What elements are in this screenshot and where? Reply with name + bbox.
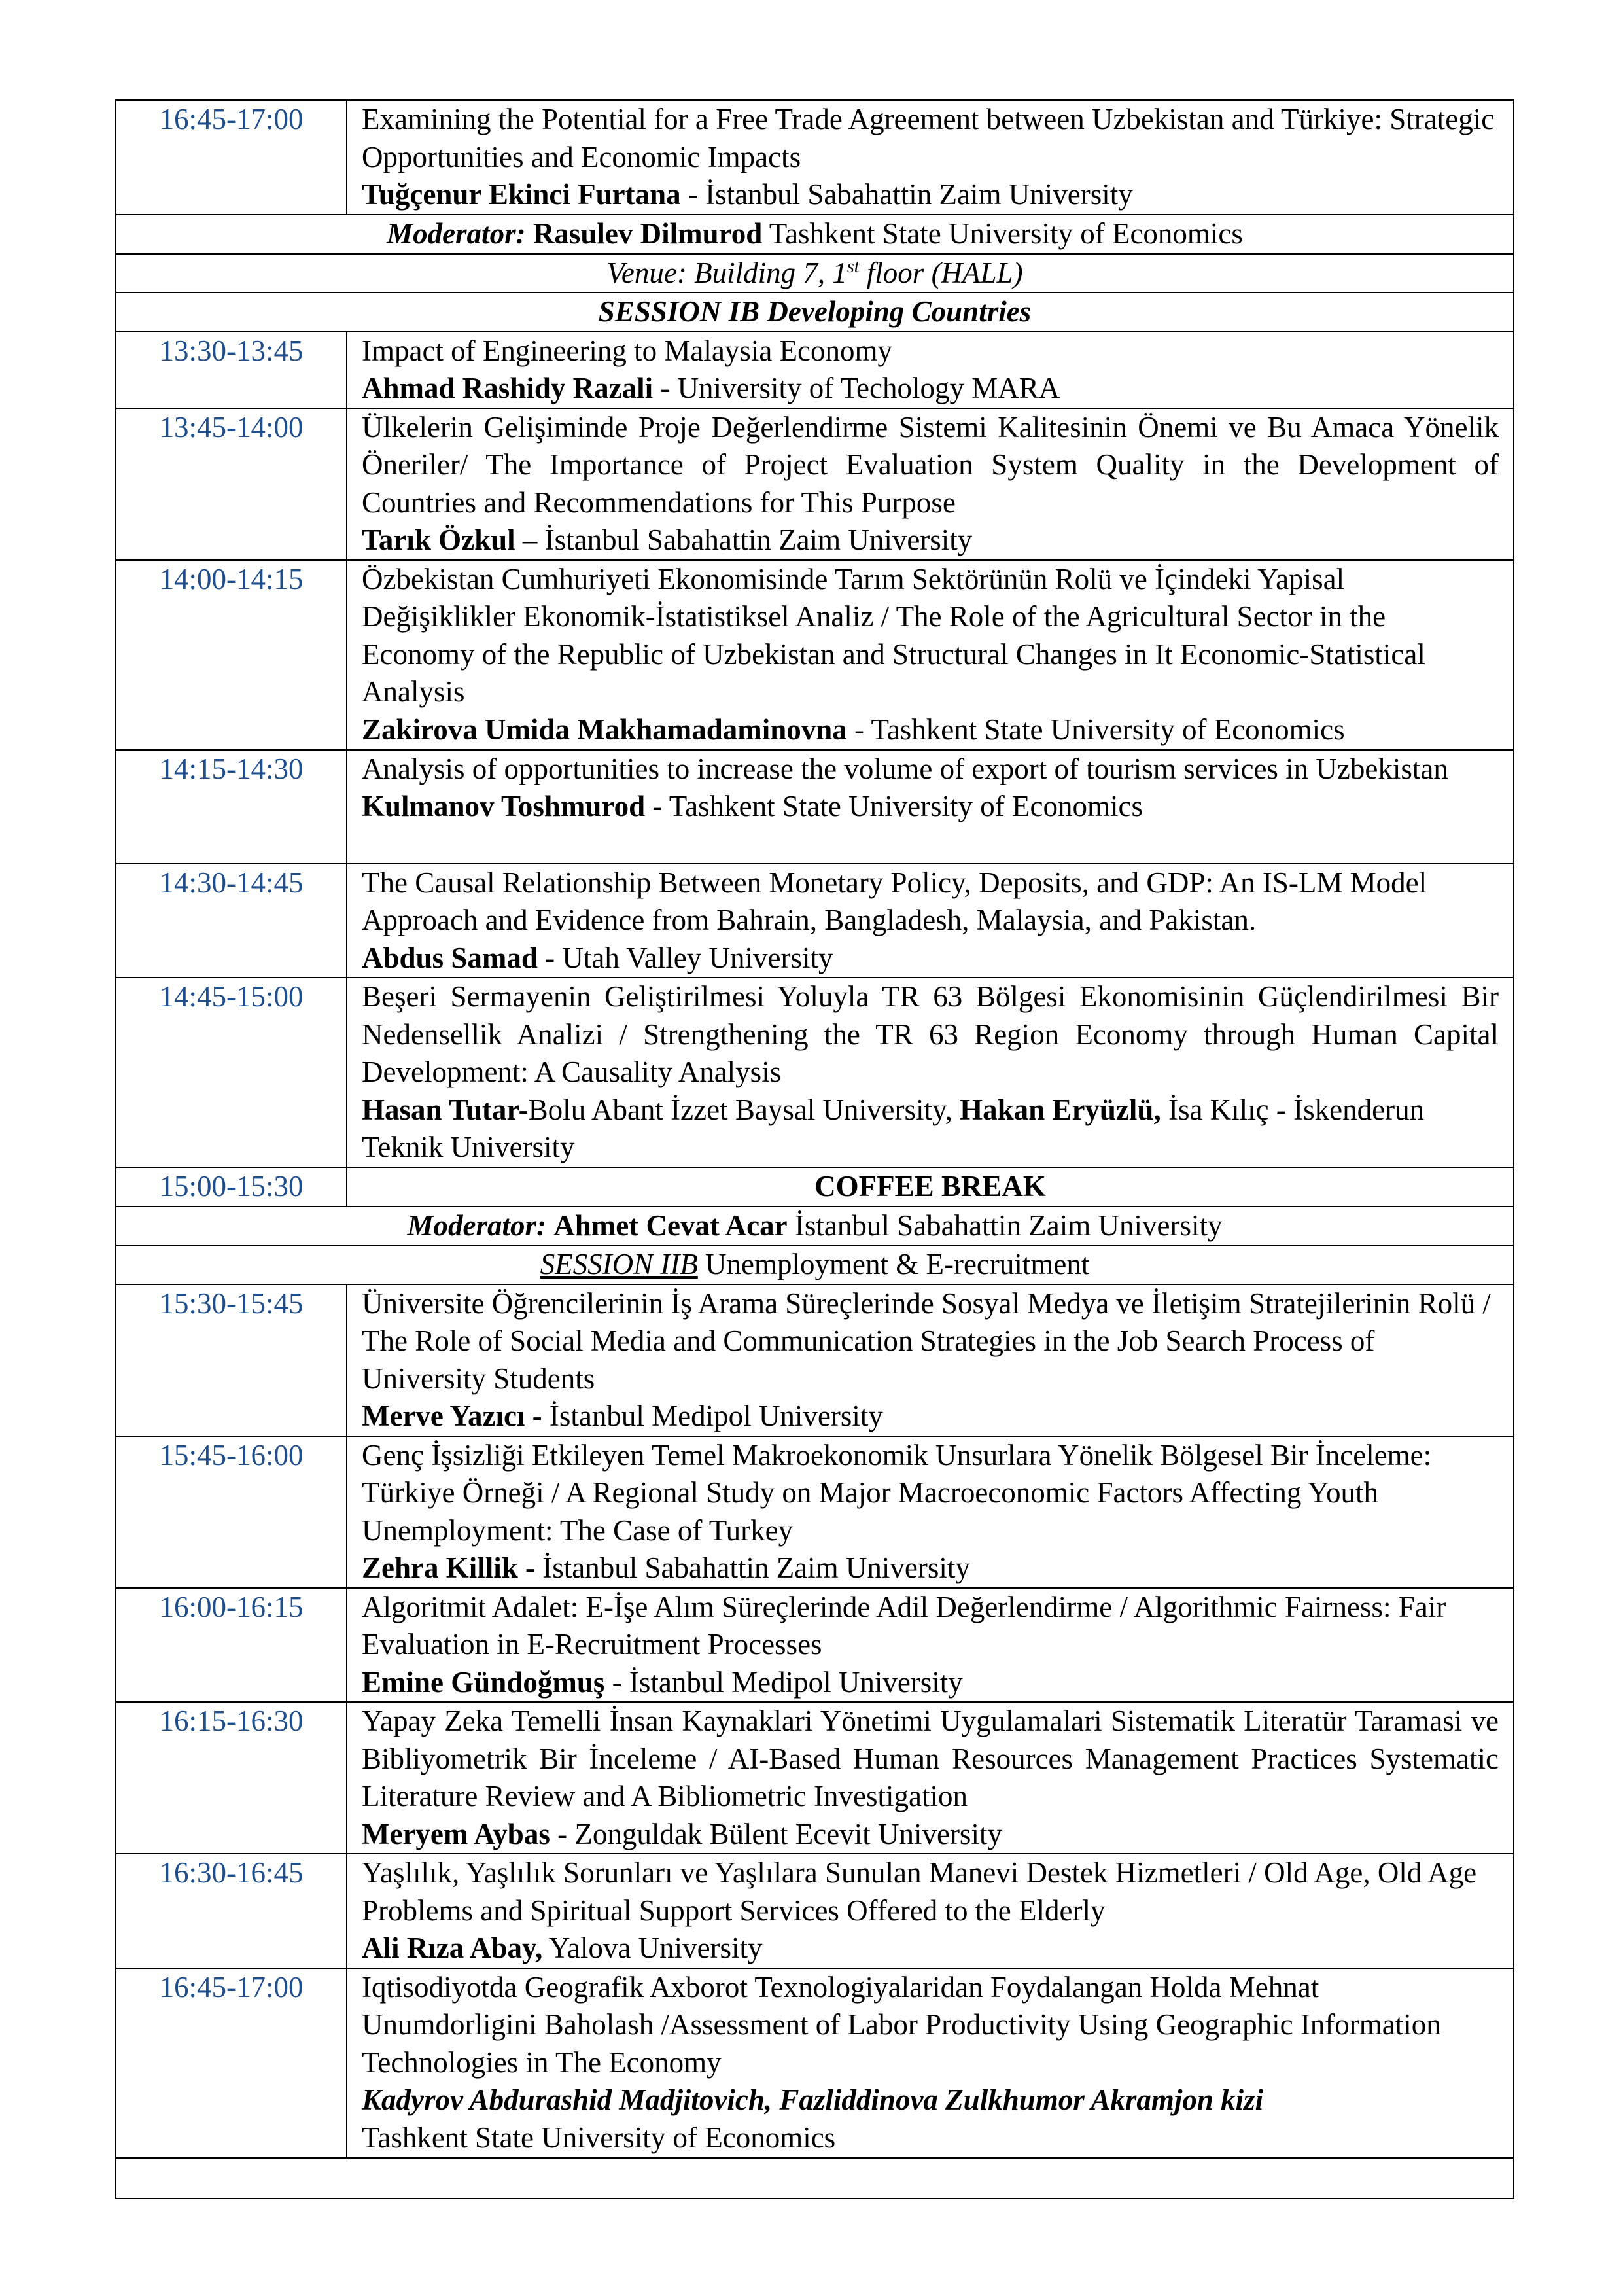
session-row bbox=[116, 292, 1514, 332]
presentation-title: Genç İşsizliği Etkileyen Temel Makroekonomik Unsurlara Yönelik Bölgesel Bir İnceleme: Türkiye Örneği / A Regional Study on Major Macroeconomic Factors Affecting Youth Unemployment: The Case of Turkey bbox=[362, 1438, 1432, 1547]
presenter-name: Zakirova Umida Makhamadaminovna bbox=[362, 713, 847, 746]
presentation-title: Impact of Engineering to Malaysia Economy bbox=[362, 334, 893, 367]
table-row bbox=[116, 1702, 1514, 1854]
time-slot: 16:00-16:15 bbox=[116, 1588, 347, 1703]
presenter-affiliation: İstanbul Medipol University bbox=[542, 1400, 883, 1432]
venue-sup: st bbox=[846, 256, 860, 277]
empty-cell bbox=[116, 2158, 1514, 2199]
table-row bbox=[116, 100, 1514, 215]
time-slot: 15:00-15:30 bbox=[116, 1167, 347, 1207]
table-row bbox=[116, 750, 1514, 864]
venue-cell bbox=[116, 254, 1514, 293]
coffee-break-cell bbox=[347, 1167, 1514, 1207]
presenter-name: Abdus Samad bbox=[362, 941, 538, 974]
coffee-break-row bbox=[116, 1167, 1514, 1207]
table-row bbox=[116, 332, 1514, 408]
presenter-name: Meryem Aybas bbox=[362, 1817, 550, 1850]
presenter-name: Emine Gündoğmuş bbox=[362, 1665, 605, 1699]
session-subtitle: Unemployment & E-recruitment bbox=[697, 1248, 1090, 1280]
presentation-title: Ülkelerin Gelişiminde Proje Değerlendirme Sistemi Kalitesinin Önemi ve Bu Amaca Yönelik Öneriler/ The Importance of Project Evaluation System Quality in the Development of Countries and Recommendations for This Purpose bbox=[362, 410, 1499, 519]
presenter-name: Merve Yazıcı - bbox=[362, 1400, 542, 1432]
time-slot: 13:30-13:45 bbox=[116, 332, 347, 408]
table-row bbox=[116, 560, 1514, 750]
table-row bbox=[116, 408, 1514, 560]
presenter-name: Kulmanov Toshmurod bbox=[362, 790, 646, 822]
moderator-name: Ahmet Cevat Acar bbox=[553, 1209, 788, 1242]
time-slot: 16:45-17:00 bbox=[116, 1968, 347, 2158]
presentation-title: Iqtisodiyotda Geografik Axborot Texnologiyalaridan Foydalangan Holda Mehnat Unumdorligini Baholash /Assessment of Labor Productivity Using Geographic Information Technologies in The Economy bbox=[362, 1970, 1441, 2079]
presentation-cell bbox=[347, 1854, 1514, 1968]
moderator-name: Rasulev Dilmurod bbox=[532, 217, 763, 250]
presenter-name: Kadyrov Abdurashid Madjitovich, Fazliddinova Zulkhumor Akramjon kizi bbox=[362, 2083, 1264, 2116]
time-slot: 16:45-17:00 bbox=[116, 100, 347, 215]
presentation-cell bbox=[347, 1968, 1514, 2158]
session-row bbox=[116, 1245, 1514, 1284]
presentation-title: Yaşlılık, Yaşlılık Sorunları ve Yaşlılara Sunulan Manevi Destek Hizmetleri / Old Age, Old Age Problems and Spiritual Support Services Offered to the Elderly bbox=[362, 1856, 1477, 1927]
presenter-affiliation: - Tashkent State University of Economics bbox=[846, 713, 1345, 746]
time-slot: 15:30-15:45 bbox=[116, 1284, 347, 1436]
time-slot: 14:45-15:00 bbox=[116, 978, 347, 1167]
coffee-break-label: COFFEE BREAK bbox=[814, 1170, 1046, 1203]
presenter-affiliation: İsa Kılıç - İskenderun Teknik University bbox=[362, 1093, 1425, 1163]
moderator-row bbox=[116, 215, 1514, 254]
venue-text: Venue: Building 7, 1 bbox=[606, 256, 847, 289]
presentation-title: Examining the Potential for a Free Trade Agreement between Uzbekistan and Türkiye: Strategic Opportunities and Economic Impacts bbox=[362, 103, 1495, 173]
session-cell bbox=[116, 292, 1514, 332]
presentation-cell bbox=[347, 1284, 1514, 1436]
presentation-cell bbox=[347, 864, 1514, 978]
presentation-title: Analysis of opportunities to increase the volume of export of tourism services in Uzbekistan bbox=[362, 752, 1448, 785]
presentation-cell bbox=[347, 750, 1514, 864]
moderator-label: Moderator: bbox=[387, 217, 526, 250]
presenter-affiliation: - Utah Valley University bbox=[537, 941, 833, 974]
program-table bbox=[115, 99, 1514, 2199]
table-row bbox=[116, 1284, 1514, 1436]
presenter-affiliation: Tashkent State University of Economics bbox=[362, 2121, 836, 2154]
session-cell bbox=[116, 1245, 1514, 1284]
presentation-title: Beşeri Sermayenin Geliştirilmesi Yoluyla TR 63 Bölgesi Ekonomisinin Güçlendirilmesi Bir Nedensellik Analizi / Strengthening the TR 63 Region Economy through Human Capital Development: A Causality Analysis bbox=[362, 980, 1499, 1088]
moderator-label: Moderator: bbox=[407, 1209, 546, 1242]
presenter-name: Hasan Tutar- bbox=[362, 1093, 529, 1126]
presentation-cell bbox=[347, 1702, 1514, 1854]
time-slot: 13:45-14:00 bbox=[116, 408, 347, 560]
venue-text-rest: floor (HALL) bbox=[859, 256, 1023, 289]
moderator-cell bbox=[116, 1207, 1514, 1246]
presenter-affiliation: - İstanbul Medipol University bbox=[604, 1665, 963, 1699]
presenter-affiliation: İstanbul Sabahattin Zaim University bbox=[697, 178, 1133, 211]
time-slot: 14:00-14:15 bbox=[116, 560, 347, 750]
presenter-name: Tuğçenur Ekinci Furtana - bbox=[362, 178, 698, 211]
moderator-affiliation: İstanbul Sabahattin Zaim University bbox=[787, 1209, 1223, 1242]
presenter-affiliation: - Zonguldak Bülent Ecevit University bbox=[550, 1817, 1002, 1850]
time-slot: 14:30-14:45 bbox=[116, 864, 347, 978]
presentation-cell bbox=[347, 408, 1514, 560]
presenter-affiliation: İstanbul Sabahattin Zaim University bbox=[535, 1551, 970, 1584]
presentation-cell bbox=[347, 1588, 1514, 1703]
presenter-affiliation: - University of Techology MARA bbox=[653, 372, 1060, 404]
session-title: SESSION IB Developing Countries bbox=[598, 295, 1032, 328]
presentation-cell bbox=[347, 100, 1514, 215]
moderator-row bbox=[116, 1207, 1514, 1246]
moderator-cell bbox=[116, 215, 1514, 254]
session-title: SESSION IIB bbox=[540, 1248, 698, 1280]
table-row bbox=[116, 978, 1514, 1167]
empty-row bbox=[116, 2158, 1514, 2199]
presentation-title: Yapay Zeka Temelli İnsan Kaynaklari Yönetimi Uygulamalari Sistematik Literatür Taramasi ve Bibliyometrik Bir İnceleme / AI-Based Human Resources Management Practices Systematic Literature Review and A Bibliometric Investigation bbox=[362, 1704, 1499, 1812]
presenter-name: Hakan Eryüzlü, bbox=[960, 1093, 1161, 1126]
time-slot: 16:30-16:45 bbox=[116, 1854, 347, 1968]
moderator-affiliation: Tashkent State University of Economics bbox=[762, 217, 1243, 250]
table-row bbox=[116, 864, 1514, 978]
table-row bbox=[116, 1968, 1514, 2158]
venue-row bbox=[116, 254, 1514, 293]
presenter-affiliation: – İstanbul Sabahattin Zaim University bbox=[515, 523, 973, 556]
table-row bbox=[116, 1588, 1514, 1703]
presenter-affiliation: - Tashkent State University of Economics bbox=[645, 790, 1143, 822]
presenter-affiliation: Yalova University bbox=[542, 1932, 763, 1964]
table-row bbox=[116, 1436, 1514, 1588]
presentation-title: Özbekistan Cumhuriyeti Ekonomisinde Tarım Sektörünün Rolü ve İçindeki Yapisal Değişiklikler Ekonomik-İstatistiksel Analiz / The Role of the Agricultural Sector in the Economy of the Republic of Uzbekistan and Structural Changes in It Economic-Statistical Analysis bbox=[362, 562, 1425, 708]
presenter-name: Zehra Killik - bbox=[362, 1551, 536, 1584]
presentation-cell bbox=[347, 1436, 1514, 1588]
presenter-name: Tarık Özkul bbox=[362, 523, 515, 556]
presenter-name: Ahmad Rashidy Razali bbox=[362, 372, 654, 404]
presenter-name: Ali Rıza Abay, bbox=[362, 1932, 543, 1964]
presentation-cell bbox=[347, 560, 1514, 750]
presentation-title: The Causal Relationship Between Monetary Policy, Deposits, and GDP: An IS-LM Model Approach and Evidence from Bahrain, Bangladesh, Malaysia, and Pakistan. bbox=[362, 866, 1427, 936]
presentation-cell bbox=[347, 332, 1514, 408]
time-slot: 15:45-16:00 bbox=[116, 1436, 347, 1588]
table-row bbox=[116, 1854, 1514, 1968]
presenter-affiliation: Bolu Abant İzzet Baysal University, bbox=[528, 1093, 960, 1126]
presentation-title: Üniversite Öğrencilerinin İş Arama Süreçlerinde Sosyal Medya ve İletişim Stratejilerinin Rolü / The Role of Social Media and Communication Strategies in the Job Search Process of University Students bbox=[362, 1286, 1491, 1395]
time-slot: 14:15-14:30 bbox=[116, 750, 347, 864]
presentation-title: Algoritmit Adalet: E-İşe Alım Süreçlerinde Adil Değerlendirme / Algorithmic Fairness: Fair Evaluation in E-Recruitment Processes bbox=[362, 1590, 1446, 1661]
time-slot: 16:15-16:30 bbox=[116, 1702, 347, 1854]
presentation-cell bbox=[347, 978, 1514, 1167]
